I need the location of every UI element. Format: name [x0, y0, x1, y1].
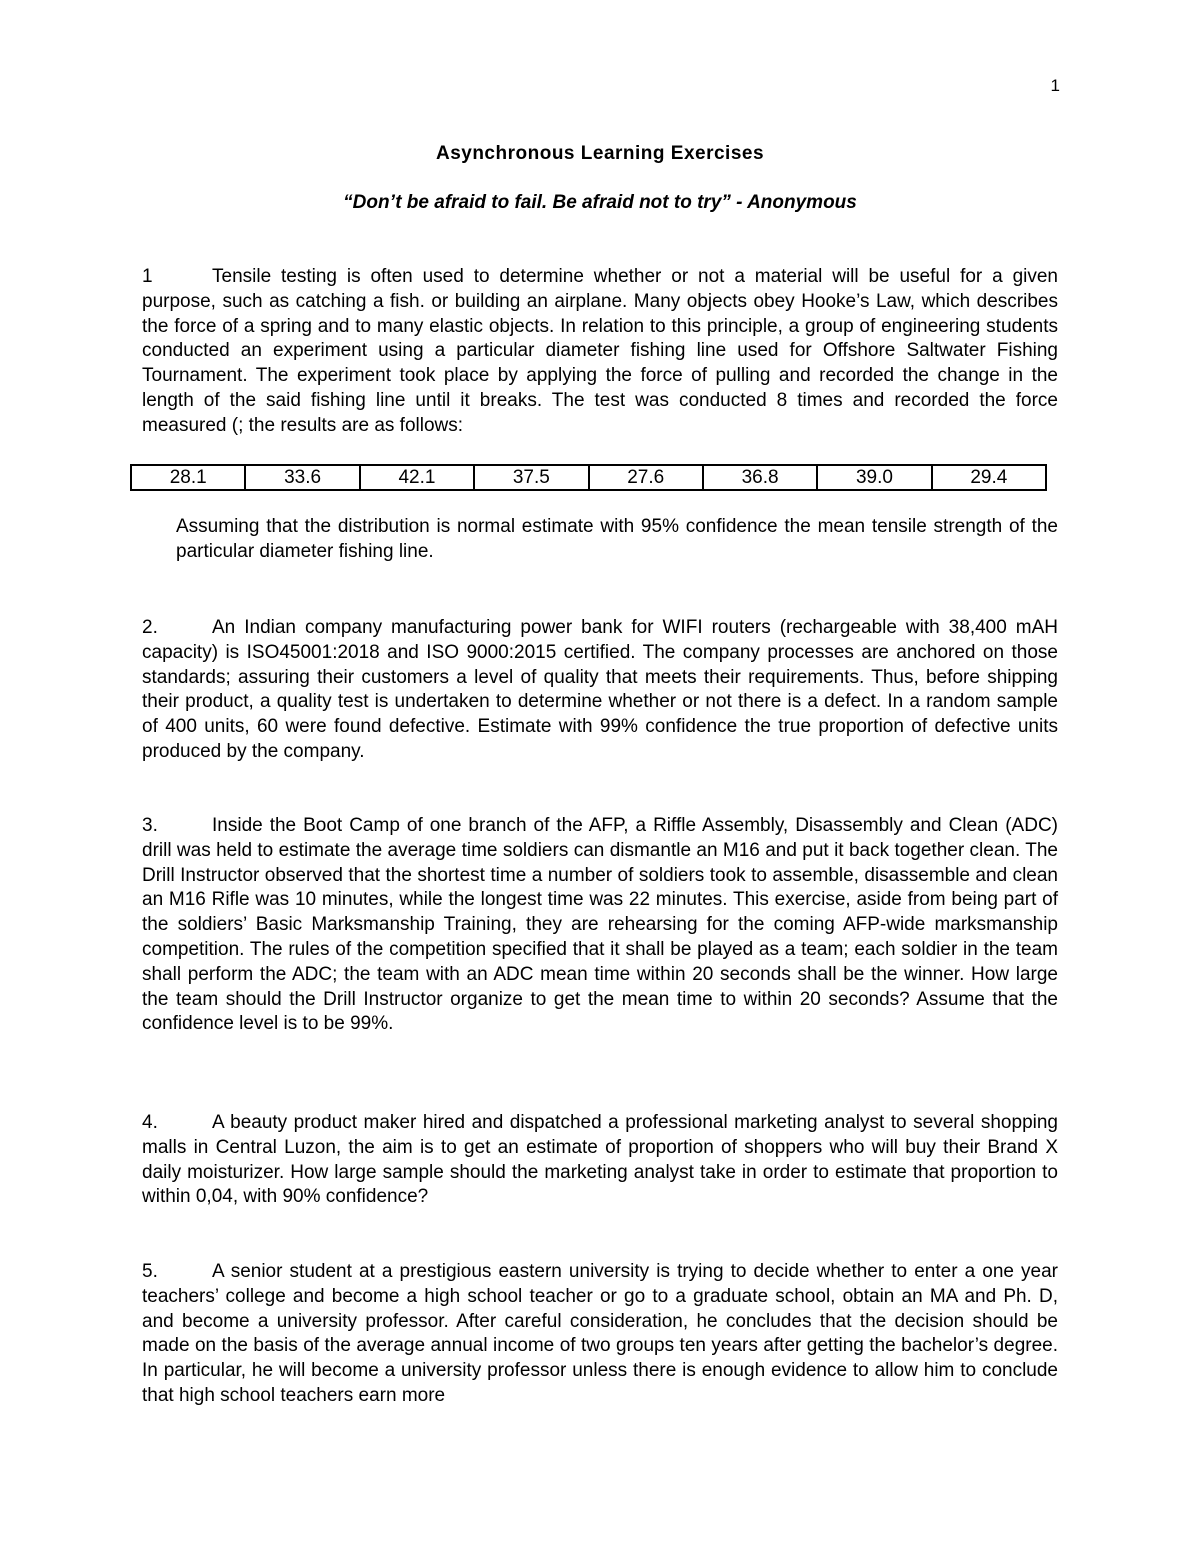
table-cell: 29.4 [932, 465, 1046, 490]
table-cell: 27.6 [589, 465, 703, 490]
problem-text: A senior student at a prestigious eastern university is trying to decide whether to enter a one year teachers’ college and become a high school teacher or go to a graduate school, obtain an MA and Ph. D, and become a university professor. After careful consideration, he concludes that the decision should be made on the basis of the average annual income of two groups ten years after getting the bachelor’s degree. In particular, he will become a university professor unless there is enough evidence to allow him to conclude that high school teachers earn more [142, 1261, 1058, 1406]
problem-number: 2. [142, 617, 158, 638]
quote: “Don’t be afraid to fail. Be afraid not to try” - Anonymous [343, 192, 857, 213]
problem-number: 1 [142, 266, 153, 287]
table-cell: 37.5 [474, 465, 588, 490]
problem-text: An Indian company manufacturing power bank for WIFI routers (rechargeable with 38,400 mAH capacity) is ISO45001:2018 and ISO 9000:2015 certified. The company processes are anchored on those standards; assuring their customers a level of quality that meets their requirements. Thus, before shipping their product, a quality test is undertaken to determine whether or not there is a defect. In a random sample of 400 units, 60 were found defective. Estimate with 99% confidence the true proportion of defective units produced by the company. [142, 617, 1058, 762]
problem-2 [142, 616, 1058, 765]
table-cell: 33.6 [245, 465, 359, 490]
table-cell: 42.1 [360, 465, 474, 490]
table-cell: 28.1 [131, 465, 245, 490]
measurements-table [130, 464, 1047, 491]
problem-text: Inside the Boot Camp of one branch of the AFP, a Riffle Assembly, Disassembly and Clean (ADC) drill was held to estimate the average time soldiers can dismantle an M16 and put it back together clean. The Drill Instructor observed that the shortest time a number of soldiers took to assemble, disassemble and clean an M16 Rifle was 10 minutes, while the longest time was 22 minutes. This exercise, aside from being part of the soldiers’ Basic Marksmanship Training, they are rehearsing for the coming AFP-wide marksmanship competition. The rules of the competition specified that it shall be played as a team; each soldier in the team shall perform the ADC; the team with an ADC mean time within 20 seconds shall be the winner. How large the team should the Drill Instructor organize to get the mean time to within 20 seconds? Assume that the confidence level is to be 99%. [142, 815, 1058, 1035]
problem-5 [142, 1260, 1058, 1409]
page-title: Asynchronous Learning Exercises [435, 143, 765, 164]
problem-number: 4. [142, 1112, 158, 1133]
table-cell: 39.0 [817, 465, 931, 490]
problem-1 [142, 265, 1058, 439]
problem-1-followup: Assuming that the distribution is normal estimate with 95% confidence the mean tensile strength of the particular diameter fishing line. [176, 516, 1058, 562]
problem-number: 5. [142, 1261, 158, 1282]
page-number: 1 [1050, 76, 1060, 95]
problem-text: A beauty product maker hired and dispatched a professional marketing analyst to several shopping malls in Central Luzon, the aim is to get an estimate of proportion of shoppers who will buy their Brand X daily moisturizer. How large sample should the marketing analyst take in order to estimate that proportion to within 0,04, with 90% confidence? [142, 1112, 1058, 1208]
table-cell: 36.8 [703, 465, 817, 490]
problem-text: Tensile testing is often used to determine whether or not a material will be useful for a given purpose, such as catching a fish. or building an airplane. Many objects obey Hooke’s Law, which describes the force of a spring and to many elastic objects. In relation to this principle, a group of engineering students conducted an experiment using a particular diameter fishing line used for Offshore Saltwater Fishing Tournament. The experiment took place by applying the force of pulling and recorded the change in the length of the said fishing line until it breaks. The test was conducted 8 times and recorded the force measured (; the results are as follows: [142, 266, 1058, 436]
problem-number: 3. [142, 815, 158, 836]
problem-3 [142, 814, 1058, 1037]
table-row [131, 465, 1046, 490]
problem-4 [142, 1111, 1058, 1210]
